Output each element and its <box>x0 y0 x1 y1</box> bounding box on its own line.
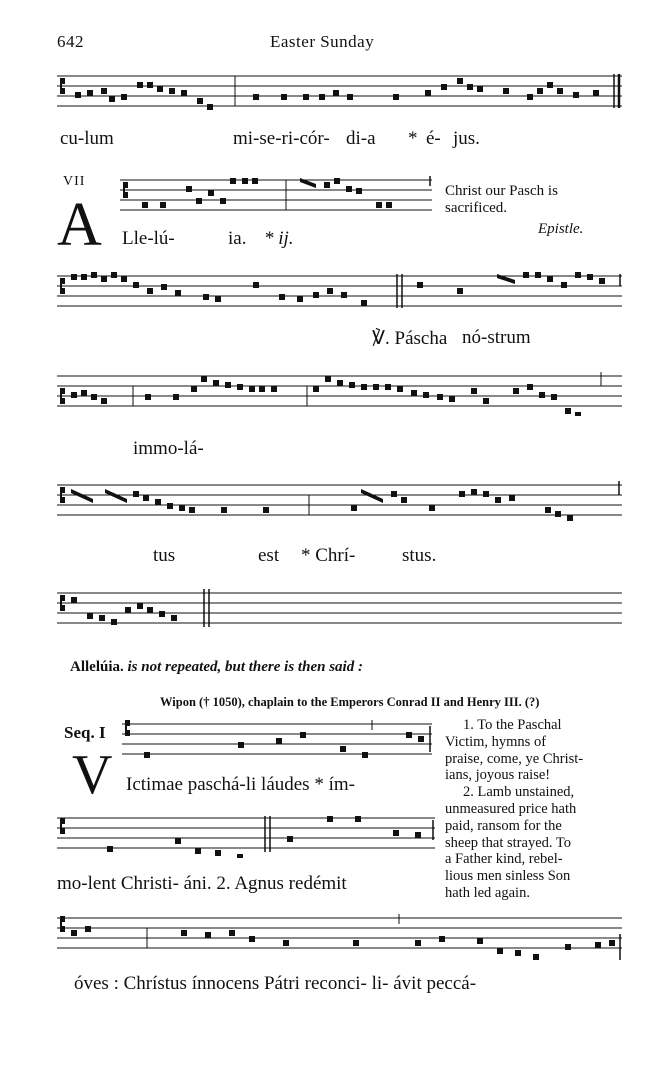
staff-5 <box>57 477 622 525</box>
lyric-5-c: * Chrí- <box>301 545 356 566</box>
staff-8 <box>57 810 435 858</box>
staff-1-notation <box>57 68 622 116</box>
staff-6-notation <box>57 585 622 633</box>
translation-line: unmeasured price hath <box>445 800 577 817</box>
staff-5-notation <box>57 477 622 525</box>
lyric-1-b: mi-se-ri-cór- <box>233 128 330 149</box>
translation-line: 2. Lamb unstained, <box>463 784 575 801</box>
lyric-1-c: di-a <box>346 128 376 149</box>
translation-line: lious men sinless Son <box>445 868 571 885</box>
sequence-translation <box>445 717 615 902</box>
sequence-line-2: mo-lent Christi- áni. 2. Agnus redémit <box>57 873 347 894</box>
lyric-2-b: ia. <box>228 228 247 249</box>
lyric-2-c: * ij. <box>264 228 294 249</box>
lyric-1-f: jus. <box>453 128 480 149</box>
drop-initial-a: A <box>57 191 102 259</box>
staff-4-notation <box>57 368 622 416</box>
lyric-5-a: tus <box>153 545 176 566</box>
translation-line: 1. To the Paschal <box>463 717 562 733</box>
sequence-attribution: Wipon († 1050), chaplain to the Emperors Conrad II and Henry III. (?) <box>160 695 540 709</box>
staff-1 <box>57 68 622 116</box>
sequence-label: Seq. I <box>64 723 106 742</box>
lyric-5-b: est <box>258 545 280 566</box>
rubric-text: is not repeated, but there is then said : <box>127 659 363 675</box>
staff-7-notation <box>122 716 432 764</box>
sequence-line-3: óves : Chrístus ínnocens Pátri reconci- li- ávit peccá- <box>74 973 477 994</box>
lyric-5-d: stus. <box>402 545 437 566</box>
staff-4 <box>57 368 622 416</box>
translation-line: a Father kind, rebel- <box>445 851 563 868</box>
alleluia-translation: Christ our Pasch is sacrificed. <box>445 183 558 216</box>
rubric-line <box>70 659 363 676</box>
lyric-3-b: nó-strum <box>462 327 531 348</box>
staff-8-notation <box>57 810 435 858</box>
translation-line: Victim, hymns of <box>445 733 547 750</box>
page-number: 642 <box>57 32 84 51</box>
lyric-2-a: Lle-lú- <box>122 228 175 249</box>
lyric-1-d: * <box>408 128 418 149</box>
staff-2 <box>120 172 432 220</box>
page-title: Easter Sunday <box>270 32 375 51</box>
lyric-1-e: é- <box>426 128 441 149</box>
lyric-1-a: cu-lum <box>60 128 114 149</box>
staff-3-notation <box>57 268 622 316</box>
translation-line: ians, joyous raise! <box>445 767 551 784</box>
epistle-label: Epistle. <box>538 221 584 237</box>
staff-9 <box>57 910 622 958</box>
rubric-word: Allelúia. <box>70 659 124 675</box>
lyric-3-a: ℣. Páscha <box>372 328 448 349</box>
drop-initial-v: V <box>72 744 113 806</box>
translation-line: sheep that strayed. To <box>445 834 571 851</box>
sequence-line-1: Ictimae paschá-li láudes * ím- <box>126 774 355 795</box>
staff-9-notation <box>57 910 622 966</box>
staff-3 <box>57 268 622 316</box>
lyric-4-a: immo-lá- <box>133 438 204 459</box>
staff-2-notation <box>120 172 432 220</box>
mode-number: VII <box>63 174 86 189</box>
translation-line: paid, ransom for the <box>445 817 562 834</box>
translation-line: praise, come, ye Christ- <box>445 750 584 767</box>
translation-line: hath led again. <box>445 884 530 901</box>
staff-7 <box>122 716 432 764</box>
staff-6 <box>57 585 622 633</box>
